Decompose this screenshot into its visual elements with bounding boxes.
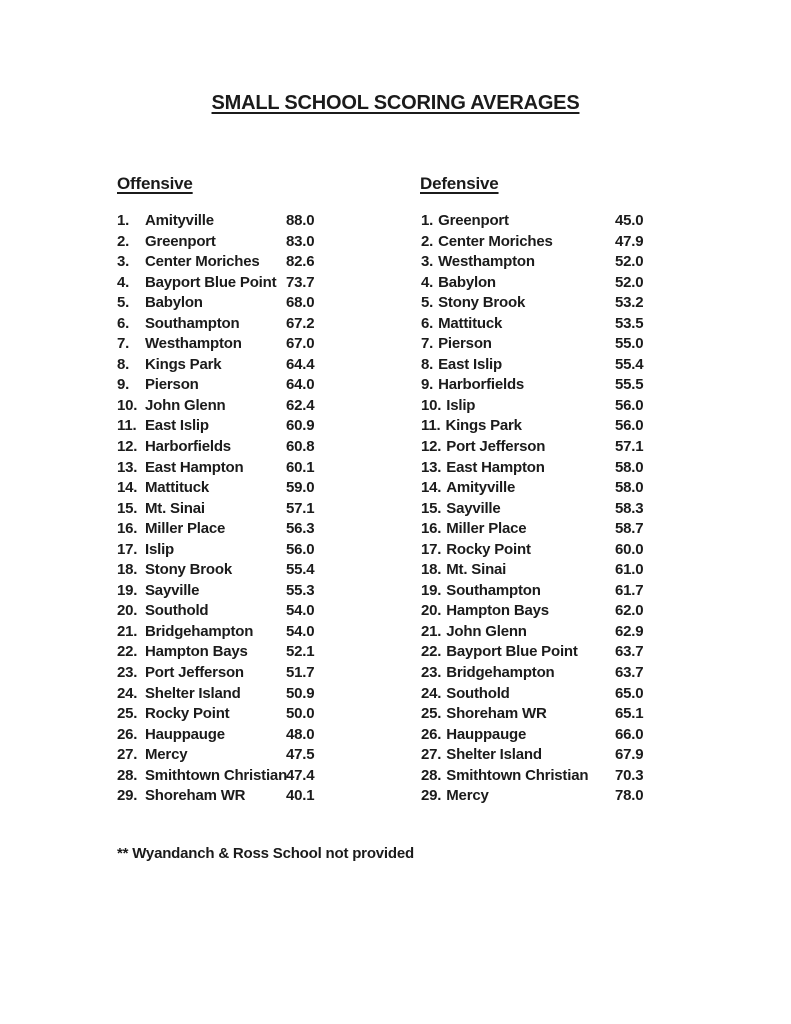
offensive-score: 60.9 bbox=[286, 417, 315, 435]
defensive-rank: 24. bbox=[421, 684, 442, 702]
offensive-row bbox=[117, 334, 427, 355]
defensive-name: East Hampton bbox=[446, 458, 545, 476]
offensive-row bbox=[117, 499, 427, 520]
offensive-name: Hampton Bays bbox=[145, 643, 248, 661]
offensive-score: 55.4 bbox=[286, 561, 315, 579]
defensive-row bbox=[421, 663, 731, 684]
defensive-rank: 17. bbox=[421, 540, 442, 558]
defensive-rank: 12. bbox=[421, 438, 442, 456]
offensive-score: 56.3 bbox=[286, 520, 315, 538]
defensive-name: Harborfields bbox=[438, 376, 525, 394]
offensive-score: 50.0 bbox=[286, 705, 315, 723]
offensive-score: 62.4 bbox=[286, 396, 315, 414]
defensive-score: 52.0 bbox=[615, 253, 644, 271]
offensive-name: Southampton bbox=[145, 314, 240, 332]
defensive-rank: 7. bbox=[421, 335, 434, 353]
offensive-rank: 2. bbox=[117, 232, 130, 250]
defensive-rank: 23. bbox=[421, 664, 442, 682]
defensive-score: 58.7 bbox=[615, 520, 644, 538]
offensive-rank: 7. bbox=[117, 335, 130, 353]
offensive-score: 47.5 bbox=[286, 746, 315, 764]
offensive-name: Babylon bbox=[145, 294, 203, 312]
offensive-rank: 14. bbox=[117, 479, 138, 497]
defensive-row bbox=[421, 273, 731, 294]
defensive-row bbox=[421, 375, 731, 396]
defensive-rank: 2. bbox=[421, 232, 434, 250]
offensive-list bbox=[117, 211, 427, 807]
offensive-score: 67.0 bbox=[286, 335, 315, 353]
offensive-row bbox=[117, 293, 427, 314]
defensive-list bbox=[421, 211, 731, 807]
defensive-rank: 14. bbox=[421, 479, 442, 497]
offensive-name: Amityville bbox=[145, 212, 214, 229]
offensive-rank: 25. bbox=[117, 705, 138, 723]
offensive-rank: 12. bbox=[117, 438, 138, 456]
defensive-score: 60.0 bbox=[615, 540, 644, 558]
defensive-rank: 18. bbox=[421, 561, 442, 579]
offensive-score: 64.4 bbox=[286, 355, 315, 373]
defensive-row bbox=[421, 314, 731, 335]
offensive-score: 60.8 bbox=[286, 438, 315, 456]
offensive-score: 57.1 bbox=[286, 499, 315, 517]
offensive-row bbox=[117, 540, 427, 561]
defensive-row bbox=[421, 232, 731, 253]
defensive-row bbox=[421, 745, 731, 766]
offensive-score: 48.0 bbox=[286, 725, 315, 743]
offensive-score: 40.1 bbox=[286, 787, 315, 805]
offensive-row bbox=[117, 725, 427, 746]
offensive-name: Islip bbox=[145, 540, 175, 558]
offensive-row bbox=[117, 684, 427, 705]
offensive-rank: 22. bbox=[117, 643, 138, 661]
defensive-row bbox=[421, 540, 731, 561]
defensive-row bbox=[421, 786, 731, 807]
offensive-row bbox=[117, 663, 427, 684]
defensive-score: 61.0 bbox=[615, 561, 644, 579]
defensive-name: Center Moriches bbox=[438, 232, 553, 250]
offensive-name: East Islip bbox=[145, 417, 209, 435]
offensive-rank: 6. bbox=[117, 314, 130, 332]
defensive-rank: 4. bbox=[421, 273, 434, 291]
defensive-name: Mattituck bbox=[438, 314, 503, 332]
defensive-rank: 5. bbox=[421, 294, 434, 312]
defensive-rank: 1. bbox=[421, 212, 434, 229]
offensive-row bbox=[117, 458, 427, 479]
offensive-name: Bridgehampton bbox=[145, 622, 254, 640]
defensive-name: Westhampton bbox=[438, 253, 535, 271]
defensive-rank: 28. bbox=[421, 766, 442, 784]
offensive-name: Shelter Island bbox=[145, 684, 241, 702]
defensive-name: Sayville bbox=[446, 499, 501, 517]
offensive-score: 54.0 bbox=[286, 602, 315, 620]
defensive-rank: 15. bbox=[421, 499, 442, 517]
offensive-rank: 23. bbox=[117, 664, 138, 682]
defensive-score: 55.0 bbox=[615, 335, 644, 353]
defensive-row bbox=[421, 416, 731, 437]
offensive-name: John Glenn bbox=[145, 396, 226, 414]
offensive-name: East Hampton bbox=[145, 458, 244, 476]
offensive-name: Mt. Sinai bbox=[145, 499, 205, 517]
defensive-name: Greenport bbox=[438, 212, 509, 229]
defensive-row bbox=[421, 437, 731, 458]
defensive-name: Southold bbox=[446, 684, 510, 702]
offensive-rank: 21. bbox=[117, 622, 138, 640]
offensive-rank: 9. bbox=[117, 376, 130, 394]
offensive-rank: 3. bbox=[117, 253, 130, 271]
offensive-score: 52.1 bbox=[286, 643, 315, 661]
defensive-name: John Glenn bbox=[446, 622, 527, 640]
offensive-score: 51.7 bbox=[286, 664, 315, 682]
defensive-score: 56.0 bbox=[615, 396, 644, 414]
defensive-name: Southampton bbox=[446, 581, 541, 599]
offensive-rank: 5. bbox=[117, 294, 130, 312]
defensive-name: Miller Place bbox=[446, 520, 527, 538]
offensive-name: Stony Brook bbox=[145, 561, 232, 579]
defensive-name: Stony Brook bbox=[438, 294, 526, 312]
offensive-score: 73.7 bbox=[286, 273, 315, 291]
offensive-name: Greenport bbox=[145, 232, 216, 250]
defensive-name: Babylon bbox=[438, 273, 496, 291]
offensive-name: Bayport Blue Point bbox=[145, 273, 277, 291]
defensive-rank: 11. bbox=[421, 417, 441, 435]
defensive-score: 65.0 bbox=[615, 684, 644, 702]
offensive-rank: 1. bbox=[117, 212, 130, 229]
offensive-row bbox=[117, 314, 427, 335]
defensive-score: 67.9 bbox=[615, 746, 644, 764]
defensive-row bbox=[421, 355, 731, 376]
offensive-rank: 15. bbox=[117, 499, 138, 517]
defensive-name: Bridgehampton bbox=[446, 664, 555, 682]
offensive-name: Southold bbox=[145, 602, 209, 620]
defensive-score: 55.5 bbox=[615, 376, 644, 394]
offensive-name: Harborfields bbox=[145, 438, 231, 456]
offensive-rank: 18. bbox=[117, 561, 138, 579]
defensive-row bbox=[421, 704, 731, 725]
defensive-score: 45.0 bbox=[615, 212, 644, 229]
defensive-score: 53.5 bbox=[615, 314, 644, 332]
defensive-row bbox=[421, 211, 731, 232]
offensive-score: 64.0 bbox=[286, 376, 315, 394]
offensive-rank: 29. bbox=[117, 787, 138, 805]
defensive-name: Hauppauge bbox=[446, 725, 527, 743]
defensive-rank: 27. bbox=[421, 746, 442, 764]
defensive-score: 58.0 bbox=[615, 479, 644, 497]
offensive-rank: 24. bbox=[117, 684, 138, 702]
defensive-score: 47.9 bbox=[615, 232, 644, 250]
offensive-row bbox=[117, 478, 427, 499]
defensive-score: 63.7 bbox=[615, 664, 644, 682]
defensive-score: 53.2 bbox=[615, 294, 644, 312]
offensive-name: Rocky Point bbox=[145, 705, 230, 723]
offensive-rank: 16. bbox=[117, 520, 138, 538]
offensive-row bbox=[117, 601, 427, 622]
defensive-rank: 10. bbox=[421, 396, 442, 414]
offensive-name: Shoreham WR bbox=[145, 787, 246, 805]
offensive-score: 56.0 bbox=[286, 540, 315, 558]
defensive-rank: 19. bbox=[421, 581, 442, 599]
defensive-name: Bayport Blue Point bbox=[446, 643, 578, 661]
defensive-name: Amityville bbox=[446, 479, 516, 497]
offensive-name: Sayville bbox=[145, 581, 200, 599]
offensive-row bbox=[117, 211, 427, 232]
defensive-score: 56.0 bbox=[615, 417, 644, 435]
defensive-rank: 3. bbox=[421, 253, 434, 271]
offensive-rank: 8. bbox=[117, 355, 130, 373]
offensive-row bbox=[117, 416, 427, 437]
offensive-row bbox=[117, 622, 427, 643]
offensive-score: 55.3 bbox=[286, 581, 315, 599]
defensive-rank: 6. bbox=[421, 314, 434, 332]
defensive-score: 52.0 bbox=[615, 273, 644, 291]
offensive-name: Mercy bbox=[145, 746, 188, 764]
defensive-row bbox=[421, 252, 731, 273]
offensive-score: 68.0 bbox=[286, 294, 315, 312]
defensive-row bbox=[421, 581, 731, 602]
offensive-rank: 28. bbox=[117, 766, 138, 784]
offensive-name: Miller Place bbox=[145, 520, 226, 538]
offensive-row bbox=[117, 232, 427, 253]
defensive-score: 55.4 bbox=[615, 355, 644, 373]
defensive-row bbox=[421, 622, 731, 643]
defensive-row bbox=[421, 560, 731, 581]
defensive-name: Port Jefferson bbox=[446, 438, 546, 456]
defensive-score: 61.7 bbox=[615, 581, 644, 599]
defensive-score: 58.3 bbox=[615, 499, 644, 517]
defensive-name: Mercy bbox=[446, 787, 489, 805]
offensive-name: Mattituck bbox=[145, 479, 210, 497]
offensive-name: Pierson bbox=[145, 376, 199, 394]
defensive-row bbox=[421, 293, 731, 314]
offensive-row bbox=[117, 786, 427, 807]
defensive-name: Shelter Island bbox=[446, 746, 542, 764]
defensive-rank: 13. bbox=[421, 458, 442, 476]
defensive-score: 62.0 bbox=[615, 602, 644, 620]
offensive-row bbox=[117, 375, 427, 396]
defensive-row bbox=[421, 478, 731, 499]
offensive-rank: 17. bbox=[117, 540, 138, 558]
defensive-name: Smithtown Christian bbox=[446, 766, 589, 784]
defensive-rank: 26. bbox=[421, 725, 442, 743]
offensive-row bbox=[117, 437, 427, 458]
defensive-row bbox=[421, 642, 731, 663]
offensive-row bbox=[117, 642, 427, 663]
offensive-name: Hauppauge bbox=[145, 725, 225, 743]
defensive-score: 78.0 bbox=[615, 787, 644, 805]
offensive-row bbox=[117, 704, 427, 725]
defensive-name: Mt. Sinai bbox=[446, 561, 507, 579]
offensive-score: 88.0 bbox=[286, 212, 315, 229]
defensive-score: 70.3 bbox=[615, 766, 644, 784]
defensive-score: 63.7 bbox=[615, 643, 644, 661]
defensive-rank: 25. bbox=[421, 705, 442, 723]
defensive-name: Kings Park bbox=[445, 417, 522, 435]
defensive-row bbox=[421, 334, 731, 355]
defensive-row bbox=[421, 499, 731, 520]
defensive-name: East Islip bbox=[438, 355, 502, 373]
offensive-row bbox=[117, 766, 427, 787]
offensive-row bbox=[117, 252, 427, 273]
defensive-rank: 16. bbox=[421, 520, 442, 538]
offensive-rank: 4. bbox=[117, 273, 130, 291]
footnote: ** Wyandanch & Ross School not provided bbox=[117, 845, 414, 862]
offensive-row bbox=[117, 519, 427, 540]
defensive-score: 58.0 bbox=[615, 458, 644, 476]
offensive-rank: 20. bbox=[117, 602, 138, 620]
offensive-name: Kings Park bbox=[145, 355, 222, 373]
defensive-score: 62.9 bbox=[615, 622, 644, 640]
offensive-row bbox=[117, 355, 427, 376]
defensive-row bbox=[421, 458, 731, 479]
defensive-name: Pierson bbox=[438, 335, 492, 353]
defensive-name: Hampton Bays bbox=[446, 602, 549, 620]
defensive-score: 65.1 bbox=[615, 705, 644, 723]
defensive-row bbox=[421, 684, 731, 705]
offensive-score: 59.0 bbox=[286, 479, 315, 497]
offensive-row bbox=[117, 560, 427, 581]
offensive-score: 54.0 bbox=[286, 622, 315, 640]
defensive-rank: 21. bbox=[421, 622, 442, 640]
offensive-score: 47.4 bbox=[286, 766, 315, 784]
offensive-name: Smithtown Christian bbox=[145, 766, 288, 784]
offensive-score: 67.2 bbox=[286, 314, 315, 332]
defensive-name: Rocky Point bbox=[446, 540, 531, 558]
defensive-rank: 9. bbox=[421, 376, 434, 394]
defensive-row bbox=[421, 725, 731, 746]
defensive-score: 66.0 bbox=[615, 725, 644, 743]
offensive-row bbox=[117, 396, 427, 417]
page-title: SMALL SCHOOL SCORING AVERAGES bbox=[211, 92, 580, 114]
defensive-score: 57.1 bbox=[615, 438, 644, 456]
defensive-row bbox=[421, 396, 731, 417]
offensive-row bbox=[117, 273, 427, 294]
defensive-row bbox=[421, 601, 731, 622]
offensive-score: 50.9 bbox=[286, 684, 315, 702]
offensive-rank: 26. bbox=[117, 725, 138, 743]
offensive-header: Offensive bbox=[117, 174, 193, 193]
offensive-rank: 10. bbox=[117, 396, 138, 414]
offensive-score: 83.0 bbox=[286, 232, 315, 250]
offensive-rank: 11. bbox=[117, 417, 137, 435]
defensive-row bbox=[421, 519, 731, 540]
offensive-name: Port Jefferson bbox=[145, 664, 244, 682]
defensive-rank: 8. bbox=[421, 355, 434, 373]
defensive-rank: 29. bbox=[421, 787, 442, 805]
offensive-rank: 27. bbox=[117, 746, 138, 764]
defensive-header: Defensive bbox=[420, 174, 499, 193]
defensive-name: Islip bbox=[446, 396, 476, 414]
offensive-score: 82.6 bbox=[286, 253, 315, 271]
defensive-rank: 22. bbox=[421, 643, 442, 661]
offensive-rank: 13. bbox=[117, 458, 138, 476]
defensive-rank: 20. bbox=[421, 602, 442, 620]
offensive-name: Center Moriches bbox=[145, 253, 260, 271]
defensive-name: Shoreham WR bbox=[446, 705, 547, 723]
defensive-row bbox=[421, 766, 731, 787]
offensive-name: Westhampton bbox=[145, 335, 242, 353]
offensive-rank: 19. bbox=[117, 581, 138, 599]
offensive-row bbox=[117, 581, 427, 602]
offensive-score: 60.1 bbox=[286, 458, 315, 476]
offensive-row bbox=[117, 745, 427, 766]
